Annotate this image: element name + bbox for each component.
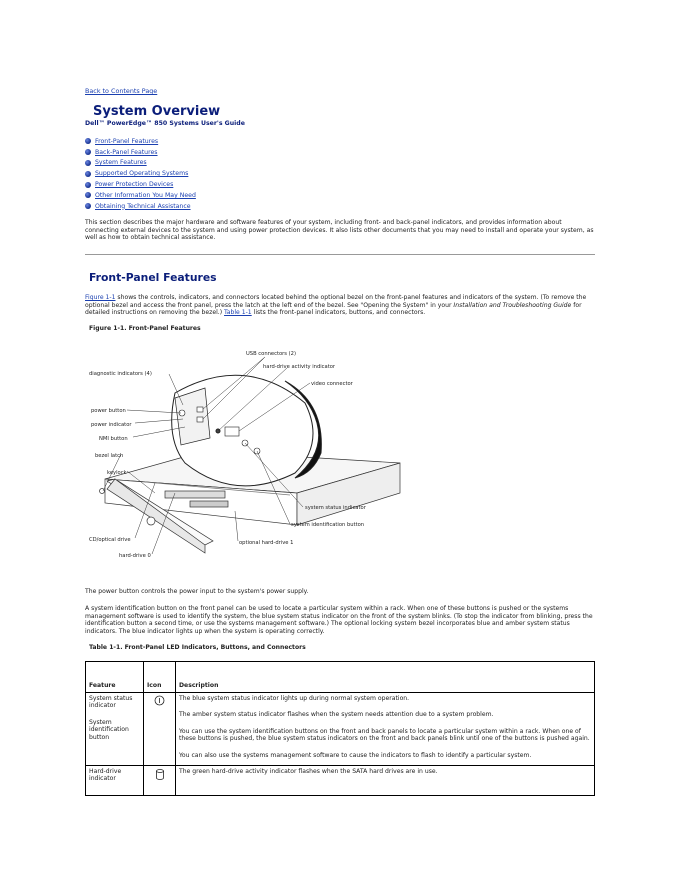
magnified-detail — [172, 375, 322, 486]
label-usb-connectors: USB connectors (2) — [246, 351, 296, 357]
paragraph-text: lists the front-panel indicators, buttons, and connectors. — [251, 309, 426, 317]
label-system-id-button: system identification button — [291, 522, 365, 528]
section-divider — [85, 254, 595, 255]
power-button-paragraph: The power button controls the power input to the system's power supply. — [85, 588, 309, 595]
toc-item — [85, 190, 196, 201]
toc-link-other-information[interactable]: Other Information You May Need — [95, 191, 196, 199]
feature-cell — [86, 766, 144, 796]
section-heading-front-panel: Front-Panel Features — [89, 271, 217, 284]
table-of-contents — [85, 136, 196, 212]
figure-caption: Figure 1-1. Front-Panel Features — [89, 325, 201, 332]
toc-link-system-features[interactable]: System Features — [95, 159, 147, 167]
toc-item — [85, 158, 196, 169]
paragraph-text: for detailed instructions on removing the bezel.) — [85, 301, 582, 317]
label-system-status-indicator: system status indicator — [305, 505, 366, 511]
hard-drive-icon — [155, 768, 165, 781]
identification-paragraph: A system identification button on the front panel can be used to locate a particular system within a rack. When one of these buttons is pushed or the systems management software is used to identify the system, the blue system status indicator on the front of the system blinks. (To stop the indicator from blinking, press the identification button a second time, or use the systems management software.) The optional locking system bezel incorporates blue and amber system status indicators. The blue indicator lights up when the system is operating correctly. — [85, 605, 593, 635]
table-row — [86, 766, 595, 796]
toc-item — [85, 201, 196, 212]
label-cd-optical-drive: CD/optical drive — [89, 537, 131, 543]
bullet-icon — [85, 149, 91, 155]
toc-link-power-protection[interactable]: Power Protection Devices — [95, 181, 174, 189]
guide-subtitle: Dell™ PowerEdge™ 850 Systems User's Guide — [85, 120, 245, 127]
column-header-feature: Feature — [86, 662, 144, 693]
table-header-row — [86, 662, 595, 693]
label-bezel-latch: bezel latch — [95, 453, 124, 459]
description-text: You can use the system identification buttons on the front and back panels to locate a particular system within a rack. When one of these buttons is pushed, the blue system status indicators on the front and back panels blink until one of the buttons is pushed again. — [179, 727, 590, 743]
toc-link-operating-systems[interactable]: Supported Operating Systems — [95, 170, 189, 178]
toc-link-front-panel[interactable]: Front-Panel Features — [95, 137, 159, 145]
label-optional-hard-drive-1: optional hard-drive 1 — [239, 540, 294, 546]
description-text: The green hard-drive activity indicator flashes when the SATA hard drives are in use. — [179, 768, 438, 776]
page-title: System Overview — [93, 104, 221, 119]
icon-cell — [144, 766, 176, 796]
feature-name: Hard-drive indicator — [89, 768, 122, 783]
bullet-icon — [85, 182, 91, 188]
feature-name: System status indicator — [89, 695, 133, 710]
description-text: The amber system status indicator flashes when the system needs attention due to a system problem. — [179, 711, 494, 719]
label-power-button: power button — [91, 408, 126, 414]
guide-title-italic: Installation and Troubleshooting Guide — [453, 301, 572, 309]
label-power-indicator: power indicator — [91, 422, 132, 428]
description-cell — [176, 766, 595, 796]
bullet-icon — [85, 192, 91, 198]
feature-cell — [86, 693, 144, 766]
label-hdd-activity: hard-drive activity indicator — [263, 364, 336, 370]
feature-name: System identification button — [89, 718, 129, 741]
bullet-icon — [85, 160, 91, 166]
toc-item — [85, 136, 196, 147]
front-panel-paragraph — [85, 294, 595, 317]
status-indicator-icon — [154, 695, 165, 706]
description-text: The blue system status indicator lights up during normal system operation. — [179, 695, 410, 702]
column-header-description: Description — [176, 662, 595, 693]
bullet-icon — [85, 138, 91, 144]
table-row — [86, 693, 595, 766]
bullet-icon — [85, 171, 91, 177]
label-hard-drive-0: hard-drive 0 — [119, 553, 151, 559]
label-diagnostic-indicators: diagnostic indicators (4) — [89, 371, 152, 377]
front-panel-table — [85, 661, 595, 796]
description-cell — [176, 693, 595, 766]
toc-link-technical-assistance[interactable]: Obtaining Technical Assistance — [95, 202, 191, 210]
toc-item — [85, 147, 196, 158]
intro-paragraph: This section describes the major hardware and software features of your system, including front- and back-panel indicators, and provides information about connecting external devices to the system and using power protection devices. It also lists other documents that you may need to install and operate your system, as well as how to obtain technical assistance. — [85, 219, 594, 242]
toc-item — [85, 168, 196, 179]
bullet-icon — [85, 203, 91, 209]
table-1-1-link[interactable]: Table 1-1 — [224, 309, 252, 317]
label-video-connector: video connector — [311, 381, 353, 387]
back-to-contents-link[interactable]: Back to Contents Page — [85, 87, 158, 95]
description-text: You can also use the systems management software to cause the indicators to flash to identify a particular system. — [179, 751, 532, 759]
toc-item — [85, 179, 196, 190]
table-caption: Table 1-1. Front-Panel LED Indicators, Buttons, and Connectors — [89, 644, 306, 651]
column-header-icon: Icon — [144, 662, 176, 693]
toc-link-back-panel[interactable]: Back-Panel Features — [95, 148, 158, 156]
icon-cell — [144, 693, 176, 766]
label-nmi-button: NMI button — [99, 436, 128, 442]
paragraph-text: shows the controls, indicators, and connectors located behind the optional bezel on the front-panel features and indicators of the system. (To remove the optional bezel and access the front panel, press the latch at the left end of the bezel. See "Opening the System" in your — [85, 294, 587, 309]
front-panel-figure — [85, 343, 405, 563]
figure-1-1-link[interactable]: Figure 1-1 — [85, 294, 116, 301]
label-keylock: keylock — [107, 470, 127, 476]
